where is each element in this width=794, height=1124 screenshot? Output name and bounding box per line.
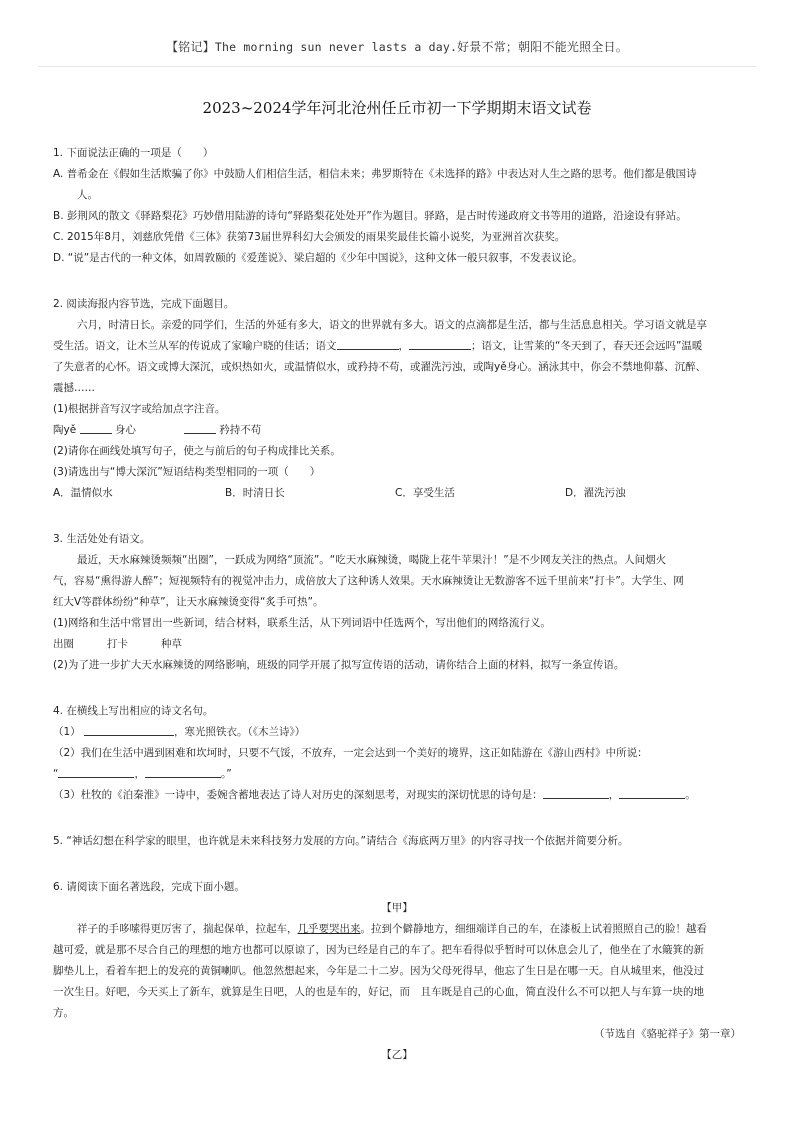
q2-option-a[interactable]: A．温情似水 (53, 487, 113, 499)
q2-fill-blank-1[interactable] (337, 337, 399, 350)
q2-option-c[interactable]: C．享受生活 (395, 487, 455, 499)
q4-blank-2[interactable] (58, 765, 134, 778)
q2-sub-3-options (53, 483, 741, 504)
q1-option-a-cont: 人。 (77, 189, 98, 201)
q2-option-d[interactable]: D．濯洗污浊 (565, 487, 626, 499)
q2-passage-line-1: 六月，时清日长。亲爱的同学们，生活的外延有多大，语文的世界就有多大。语文的点滴都是生活，都与生活息息相关。学习语文就是享 (77, 319, 707, 331)
q6-passage-line-5: 方。 (53, 1007, 74, 1019)
q1-option-c: C. 2015年8月，刘慈欣凭借《三体》获第73届世界科幻大会颁发的雨果奖最佳长篇小说奖，为亚洲首次获奖。 (53, 231, 566, 243)
q1-stem: 1. 下面说法正确的一项是（ ） (53, 147, 214, 159)
question-6 (53, 877, 741, 1066)
motto-open: 【铭记】 (166, 40, 215, 54)
q1-option-d: D. “说”是古代的一种文体，如周敦颐的《爱莲说》、梁启超的《少年中国说》，这种文体一般只叙事，不发表议论。 (53, 252, 583, 264)
q6-passage-line-4: 一次生日。好吧，今天买上了新车，就算是生日吧，人的也是车的，好记，而 且车既是自己的心血，简直没什么不可以把人与车算一块的地 (53, 986, 704, 998)
q2-fill-blank-2[interactable] (409, 337, 471, 350)
q6-passage-line-2: 越可爱，就是那不尽合自己的理想的地方也都可以原谅了，因为已经是自己的车了。把车看得似乎暂时可以休息会儿了，他坐在了水簸箕的新 (53, 944, 704, 956)
q6-passage-line-1: 祥子的手哆嗦得更厉害了，揣起保单，拉起车，几乎要哭出来。拉到个僻静地方，细细端详自己的车，在漆板上试着照照自己的脸！越看 (77, 923, 707, 935)
question-5 (53, 831, 741, 852)
q3-word-1: 出圈 (53, 638, 74, 650)
q3-stem: 3. 生活处处有语文。 (53, 533, 151, 545)
q2-sub-1-blanks: 陶yě 身心 矜持不苟 (53, 420, 741, 441)
q4-item-2: （2）我们在生活中遇到困难和坎坷时，只要不气馁，不放弃，一定会达到一个美好的境界，这正如陆游在《游山西村》中所说： (53, 747, 648, 759)
q1-option-a: A. 普希金在《假如生活欺骗了你》中鼓励人们相信生活，相信未来；弗罗斯特在《未选择的路》中表达对人生之路的思考。他们都是俄国诗 (53, 168, 697, 180)
q6-passage-line-3: 脚垫儿上，看着车把上的发亮的黄铜喇叭。他忽然想起来，今年是二十二岁。因为父母死得早，他忘了生日是在哪一天。自从城里来，他没过 (53, 965, 704, 977)
q3-sub-2: (2)为了进一步扩大天水麻辣烫的网络影响，班级的同学开展了拟写宣传语的活动，请你结合上面的材料，拟写一条宣传语。 (53, 659, 625, 671)
header-motto (0, 38, 794, 55)
question-1 (53, 143, 741, 269)
q6-section-jia: 【甲】 (381, 902, 413, 914)
header-divider (38, 66, 756, 67)
q4-blank-3[interactable] (145, 765, 221, 778)
q2-passage-line-2: 受生活。语文，让木兰从军的传说成了家喻户晓的佳话；语文 ， ；语文，让雪莱的“冬天到了，春天还会远吗”温暖 (53, 336, 741, 357)
q3-word-2: 打卡 (107, 638, 128, 650)
q4-item-3: （3）杜牧的《泊秦淮》一诗中，委婉含蓄地表达了诗人对历史的深刻思考，对现实的深切忧思的诗句是： ， 。 (53, 785, 741, 806)
q2-passage-line-4: 震撼…… (53, 382, 95, 394)
q6-source: （节选自《骆驼祥子》第一章） (594, 1028, 741, 1040)
q4-blank-4[interactable] (543, 786, 609, 799)
q6-underlined-phrase: 几乎要哭出来 (297, 923, 361, 935)
q2-passage-line-3: 了失意者的心怀。语文或博大深沉，或炽热如火，或温情似水，或矜持不苟，或濯洗污浊，或陶yě身心。涵泳其中，你会不禁地仰慕、沉醉、 (53, 361, 707, 373)
question-2 (53, 294, 741, 504)
motto-english: The morning sun never lasts a day. (214, 40, 458, 54)
motto-chinese: 好景不常；朝阳不能光照全日。 (457, 40, 628, 54)
q2-pinyin-blank[interactable] (80, 421, 112, 434)
q3-word-3: 种草 (161, 638, 182, 650)
q3-word-list (53, 634, 741, 655)
exam-content (53, 143, 741, 1066)
q3-passage-line-3: 红大V等群体纷纷“种草”，让天水麻辣烫变得“炙手可热”。 (53, 596, 324, 608)
q2-phonetic-blank[interactable] (184, 421, 216, 434)
page-title: 2023~2024学年河北沧州任丘市初一下学期期末语文试卷 (202, 99, 592, 117)
q1-option-b: B. 彭荆风的散文《驿路梨花》巧妙借用陆游的诗句“驿路梨花处处开”作为题目。驿路，是古时传递政府文书等用的道路，沿途设有驿站。 (53, 210, 687, 222)
q2-sub-3: (3)请选出与“博大深沉”短语结构类型相同的一项（ ） (53, 466, 321, 478)
q2-sub-1: (1)根据拼音写汉字或给加点字注音。 (53, 403, 226, 415)
q2-option-b[interactable]: B．时清日长 (225, 487, 285, 499)
q6-section-yi: 【乙】 (381, 1049, 413, 1061)
q3-passage-line-1: 最近，天水麻辣烫频频“出圈”，一跃成为网络“顶流”。“吃天水麻辣烫，喝陇上花牛苹果汁！”是不少网友关注的热点。人间烟火 (77, 554, 667, 566)
q3-sub-1: (1)网络和生活中常冒出一些新词，结合材料，联系生活，从下列词语中任选两个，写出他们的网络流行义。 (53, 617, 551, 629)
q2-sub-2: (2)请你在画线处填写句子，使之与前后的句子构成排比关系。 (53, 445, 341, 457)
q4-stem: 4. 在横线上写出相应的诗文名句。 (53, 705, 214, 717)
question-4 (53, 701, 741, 806)
q2-stem: 2. 阅读海报内容节选，完成下面题目。 (53, 298, 235, 310)
q6-stem: 6. 请阅读下面名著选段，完成下面小题。 (53, 881, 245, 893)
q4-item-1: （1） ，寒光照铁衣。（《木兰诗》） (53, 722, 741, 743)
q4-item-2-blanks: “ ， 。” (53, 764, 741, 785)
q4-blank-5[interactable] (619, 786, 685, 799)
q5-stem: 5. “神话幻想在科学家的眼里，也许就是未来科技努力发展的方向。”请结合《海底两万里》的内容寻找一个依据并简要分析。 (53, 835, 629, 847)
q4-blank-1[interactable] (84, 723, 174, 736)
q3-passage-line-2: 气，容易“熏得游人醉”；短视频特有的视觉冲击力，成倍放大了这种诱人效果。天水麻辣烫让无数游客不远千里前来“打卡”。大学生、网 (53, 575, 684, 587)
question-3 (53, 529, 741, 676)
